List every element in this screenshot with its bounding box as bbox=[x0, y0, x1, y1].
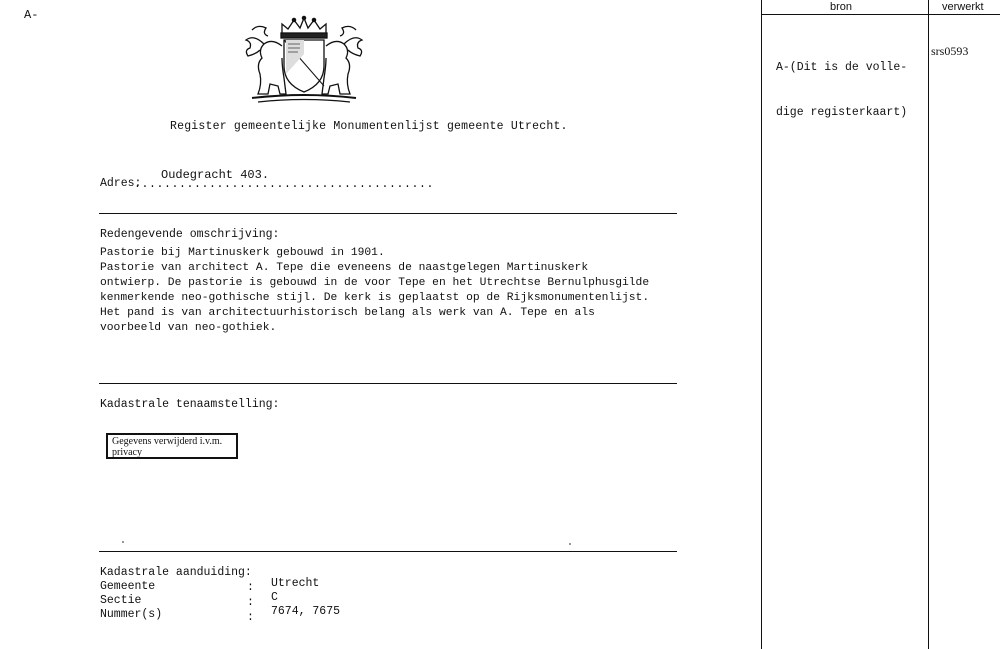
kadastrale-aanduiding-heading: Kadastrale aanduiding: bbox=[100, 566, 252, 579]
privacy-notice-box bbox=[106, 433, 238, 459]
privacy-notice-line: privacy bbox=[112, 447, 142, 458]
gemeente-label: Gemeente bbox=[100, 580, 156, 593]
verwerkt-column-header: verwerkt bbox=[942, 1, 984, 13]
adres-label: Adres: bbox=[100, 177, 142, 190]
description-line: Het pand is van architectuurhistorisch belang als werk van A. Tepe en als bbox=[100, 307, 595, 319]
adres-value: Oudegracht 403. bbox=[161, 168, 270, 182]
nummers-label: Nummer(s) bbox=[100, 608, 163, 621]
sectie-label: Sectie bbox=[100, 594, 142, 607]
kadastrale-tenaamstelling-heading: Kadastrale tenaamstelling: bbox=[100, 398, 280, 411]
description-line: ontwierp. De pastorie is gebouwd in de voor Tepe en het Utrechtse Bernulphusgilde bbox=[100, 277, 650, 289]
coat-of-arms-emblem bbox=[238, 14, 370, 106]
section-divider bbox=[99, 551, 677, 552]
column-header-rule bbox=[761, 14, 1000, 15]
description-line: Pastorie bij Martinuskerk gebouwd in 1901. bbox=[100, 247, 385, 259]
gemeente-colon: : bbox=[247, 581, 254, 594]
bron-column-border bbox=[761, 0, 762, 649]
nummers-colon: : bbox=[247, 611, 254, 624]
bron-column-header: bron bbox=[830, 1, 853, 13]
privacy-notice-line: Gegevens verwijderd i.v.m. bbox=[112, 436, 223, 447]
description-line: kenmerkende neo-gothische stijl. De kerk is geplaatst op de Rijksmonumentenlijst. bbox=[100, 292, 650, 304]
nummers-value: 7674, 7675 bbox=[271, 605, 341, 618]
bron-note-line: dige registerkaart) bbox=[776, 106, 908, 119]
scan-speck bbox=[122, 541, 124, 543]
bron-note-line: A-(Dit is de volle- bbox=[776, 61, 908, 74]
bron-note bbox=[776, 30, 907, 135]
gemeente-value: Utrecht bbox=[271, 577, 320, 590]
scan-speck bbox=[569, 543, 571, 545]
redengevende-body bbox=[100, 246, 680, 336]
sectie-value: C bbox=[271, 591, 278, 604]
section-divider bbox=[99, 213, 677, 214]
verwerkt-code: srs0593 bbox=[931, 44, 969, 58]
verwerkt-column-border bbox=[928, 0, 929, 649]
sectie-colon: : bbox=[247, 596, 254, 609]
description-line: voorbeeld van neo-gothiek. bbox=[100, 322, 277, 334]
adres-dotted-line: ........................................ bbox=[134, 178, 435, 191]
redengevende-heading: Redengevende omschrijving: bbox=[100, 228, 280, 241]
register-title: Register gemeentelijke Monumentenlijst gemeente Utrecht. bbox=[170, 120, 568, 133]
section-divider bbox=[99, 383, 677, 384]
description-line: Pastorie van architect A. Tepe die eveneens de naastgelegen Martinuskerk bbox=[100, 262, 589, 274]
corner-mark: A- bbox=[24, 8, 39, 22]
